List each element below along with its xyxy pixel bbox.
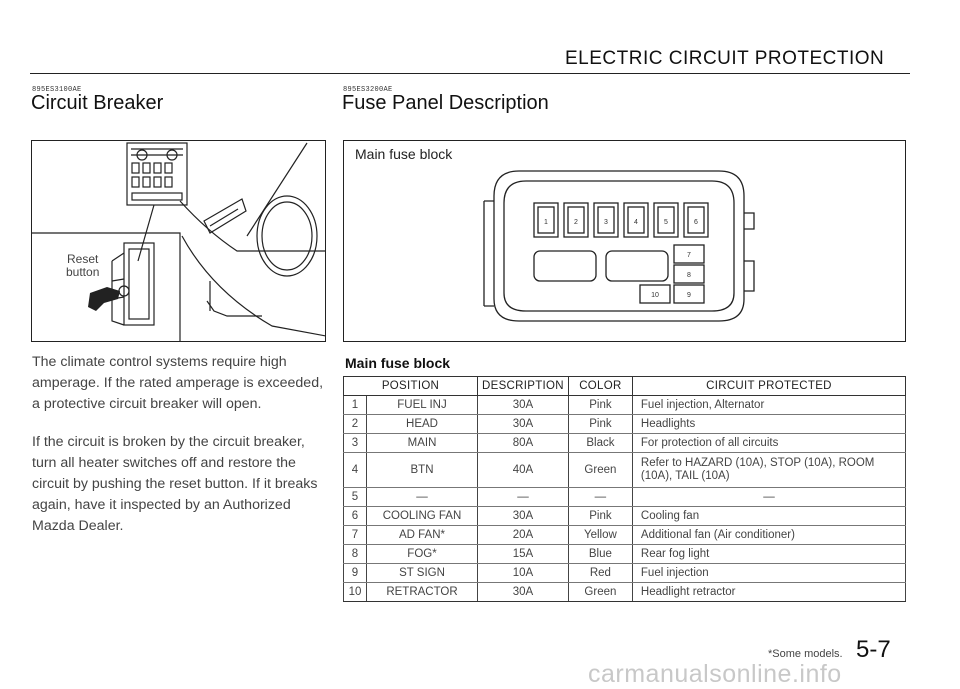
cell-circuit: Headlights <box>632 415 905 434</box>
cell-color: Yellow <box>568 526 632 545</box>
cell-no: 4 <box>344 453 367 488</box>
fuse-number-6: 6 <box>694 219 698 226</box>
cell-no: 10 <box>344 583 367 602</box>
cell-color: Pink <box>568 396 632 415</box>
cell-no: 3 <box>344 434 367 453</box>
cell-circuit: Cooling fan <box>632 507 905 526</box>
table-row <box>344 396 906 415</box>
cell-circuit: Headlight retractor <box>632 583 905 602</box>
cell-description: 10A <box>478 564 569 583</box>
cell-color: Black <box>568 434 632 453</box>
fuse-number-2: 2 <box>574 219 578 226</box>
header-description: DESCRIPTION <box>478 377 569 396</box>
fuse-number-7: 7 <box>687 252 691 259</box>
circuit-breaker-drawing <box>32 141 326 342</box>
circuit-breaker-body <box>32 352 324 554</box>
reset-label-line2: button <box>66 265 100 279</box>
header-circuit-protected: CIRCUIT PROTECTED <box>632 377 905 396</box>
cell-description: — <box>478 488 569 507</box>
cell-position: COOLING FAN <box>367 507 478 526</box>
fuse-number-1: 1 <box>544 219 548 226</box>
cell-circuit: Refer to HAZARD (10A), STOP (10A), ROOM (10A), TAIL (10A) <box>632 453 905 488</box>
fuse-table <box>343 376 906 602</box>
page-number: 5-7 <box>856 636 891 663</box>
cell-circuit: Additional fan (Air conditioner) <box>632 526 905 545</box>
footnote: *Some models. <box>768 648 843 660</box>
header-color: COLOR <box>568 377 632 396</box>
header-position: POSITION <box>344 377 478 396</box>
header-rule <box>30 73 910 74</box>
cell-circuit: Fuel injection <box>632 564 905 583</box>
table-row <box>344 434 906 453</box>
fuse-block-diagram-title: Main fuse block <box>355 146 453 162</box>
cell-no: 6 <box>344 507 367 526</box>
cell-description: 30A <box>478 415 569 434</box>
cell-position: HEAD <box>367 415 478 434</box>
table-row <box>344 488 906 507</box>
cell-no: 9 <box>344 564 367 583</box>
cell-description: 30A <box>478 583 569 602</box>
fuse-number-10: 10 <box>651 292 659 299</box>
cell-circuit: Rear fog light <box>632 545 905 564</box>
fuse-number-5: 5 <box>664 219 668 226</box>
cell-description: 30A <box>478 396 569 415</box>
section-code-circuit-breaker: 895ES3100AE <box>32 86 82 94</box>
section-title-fuse-panel: Fuse Panel Description <box>342 92 549 114</box>
cell-no: 5 <box>344 488 367 507</box>
table-row <box>344 507 906 526</box>
cell-color: Red <box>568 564 632 583</box>
reset-label-line1: Reset <box>67 252 99 266</box>
cell-circuit: For protection of all circuits <box>632 434 905 453</box>
fuse-number-9: 9 <box>687 292 691 299</box>
cell-position: RETRACTOR <box>367 583 478 602</box>
cell-position: FUEL INJ <box>367 396 478 415</box>
fuse-number-3: 3 <box>604 219 608 226</box>
cell-position: — <box>367 488 478 507</box>
table-row <box>344 526 906 545</box>
fuse-number-4: 4 <box>634 219 638 226</box>
fuse-table-title: Main fuse block <box>345 355 451 371</box>
fuse-row-top <box>534 203 708 237</box>
fuse-number-8: 8 <box>687 272 691 279</box>
cell-position: MAIN <box>367 434 478 453</box>
section-title-circuit-breaker: Circuit Breaker <box>31 92 164 114</box>
fuse-block-diagram <box>343 140 906 342</box>
watermark: carmanualsonline.info <box>588 660 842 688</box>
cell-color: Pink <box>568 415 632 434</box>
cell-description: 20A <box>478 526 569 545</box>
circuit-breaker-paragraph-2: If the circuit is broken by the circuit breaker, turn all heater switches off and restore the circuit by pushing the reset button. If it breaks again, have it inspected by an Authorized Mazda Dealer. <box>32 434 318 534</box>
table-row <box>344 583 906 602</box>
table-row <box>344 415 906 434</box>
section-code-fuse-panel: 895ES3200AE <box>343 86 393 94</box>
circuit-breaker-illustration <box>31 140 326 342</box>
cell-no: 2 <box>344 415 367 434</box>
cell-color: Blue <box>568 545 632 564</box>
table-row <box>344 453 906 488</box>
cell-description: 80A <box>478 434 569 453</box>
cell-no: 1 <box>344 396 367 415</box>
cell-circuit: Fuel injection, Alternator <box>632 396 905 415</box>
cell-color: Green <box>568 583 632 602</box>
cell-position: ST SIGN <box>367 564 478 583</box>
cell-no: 8 <box>344 545 367 564</box>
cell-position: FOG* <box>367 545 478 564</box>
cell-description: 30A <box>478 507 569 526</box>
cell-color: Green <box>568 453 632 488</box>
cell-position: BTN <box>367 453 478 488</box>
cell-color: — <box>568 488 632 507</box>
table-row <box>344 564 906 583</box>
cell-description: 15A <box>478 545 569 564</box>
cell-position: AD FAN* <box>367 526 478 545</box>
fuse-table-header-row <box>344 377 906 396</box>
circuit-breaker-paragraph-1: The climate control systems require high amperage. If the rated amperage is exceeded, a protective circuit breaker will open. <box>32 354 324 412</box>
cell-description: 40A <box>478 453 569 488</box>
cell-no: 7 <box>344 526 367 545</box>
chapter-title: ELECTRIC CIRCUIT PROTECTION <box>565 48 885 69</box>
cell-circuit: — <box>632 488 905 507</box>
table-row <box>344 545 906 564</box>
cell-color: Pink <box>568 507 632 526</box>
fuse-block-drawing <box>344 141 905 341</box>
